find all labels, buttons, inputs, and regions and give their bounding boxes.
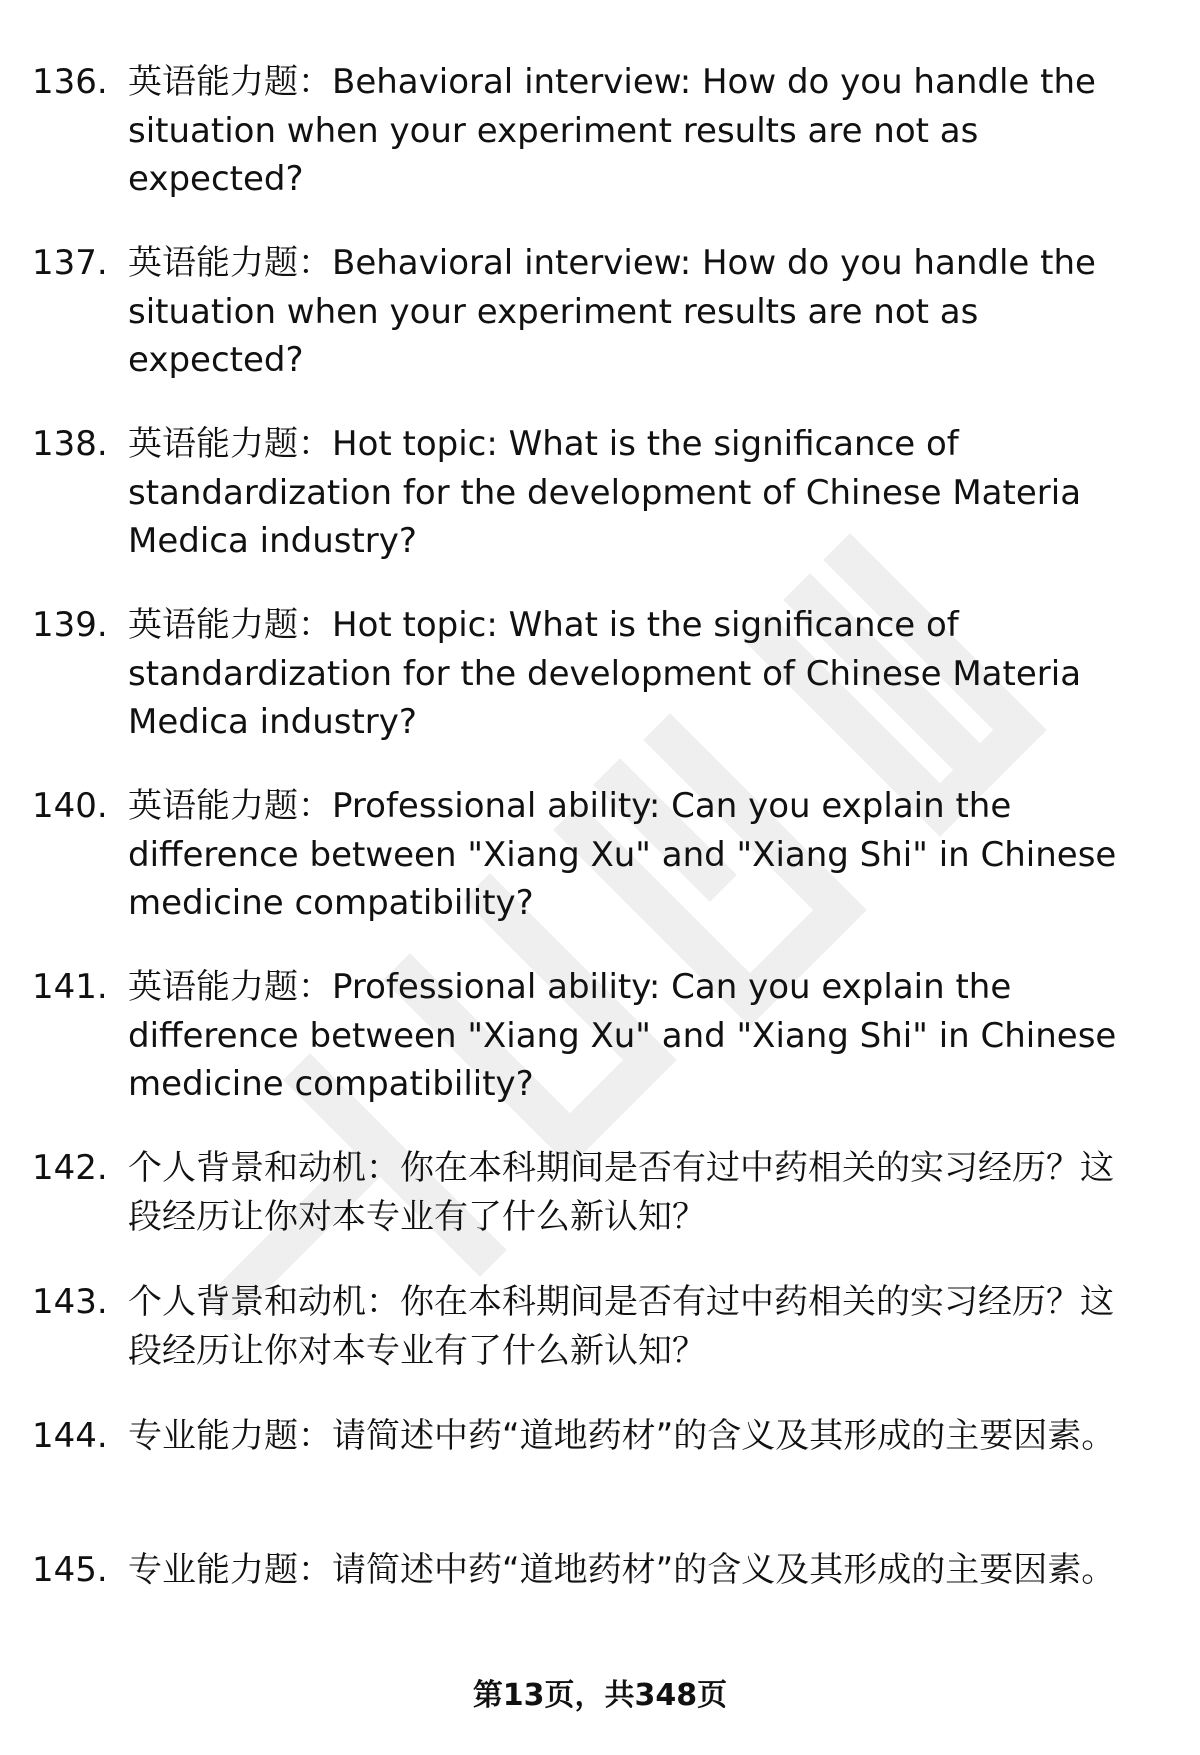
question-number: 136. — [32, 62, 108, 102]
question-text: 专业能力题：请简述中药“道地药材”的含义及其形成的主要因素。 — [128, 1550, 1116, 1590]
question-item — [0, 782, 1200, 963]
question-number: 139. — [32, 605, 108, 645]
question-text: 英语能力题：Behavioral interview: How do you handle the situation when your experiment results are not as expected? — [128, 243, 1096, 380]
question-text: 英语能力题：Behavioral interview: How do you handle the situation when your experiment results are not as expected? — [128, 62, 1096, 199]
question-item — [0, 1278, 1200, 1412]
question-item — [0, 58, 1200, 239]
question-text: 英语能力题：Professional ability: Can you explain the difference between "Xiang Xu" and "Xiang Shi" in Chinese medicine compatibility? — [128, 967, 1117, 1104]
question-item — [0, 1546, 1200, 1680]
question-item — [0, 601, 1200, 782]
question-text: 个人背景和动机：你在本科期间是否有过中药相关的实习经历？这段经历让你对本专业有了什么新认知？ — [128, 1148, 1114, 1237]
question-number: 141. — [32, 967, 108, 1007]
question-item — [0, 1412, 1200, 1546]
question-item — [0, 239, 1200, 420]
question-item — [0, 420, 1200, 601]
question-text: 英语能力题：Hot topic: What is the significance of standardization for the development of Chinese Materia Medica industry? — [128, 424, 1082, 561]
question-text: 个人背景和动机：你在本科期间是否有过中药相关的实习经历？这段经历让你对本专业有了什么新认知？ — [128, 1282, 1114, 1371]
question-number: 138. — [32, 424, 108, 464]
page-footer: 第13页，共348页 — [472, 1678, 728, 1713]
question-item — [0, 1144, 1200, 1278]
question-number: 144. — [32, 1416, 108, 1456]
question-text: 专业能力题：请简述中药“道地药材”的含义及其形成的主要因素。 — [128, 1416, 1116, 1456]
question-number: 143. — [32, 1282, 108, 1322]
question-number: 140. — [32, 786, 108, 826]
question-text: 英语能力题：Hot topic: What is the significance of standardization for the development of Chinese Materia Medica industry? — [128, 605, 1082, 742]
question-text: 英语能力题：Professional ability: Can you explain the difference between "Xiang Xu" and "Xiang Shi" in Chinese medicine compatibility? — [128, 786, 1117, 923]
question-number: 137. — [32, 243, 108, 283]
question-item — [0, 963, 1200, 1144]
question-number: 145. — [32, 1550, 108, 1590]
question-number: 142. — [32, 1148, 108, 1188]
question-list — [0, 58, 1200, 1680]
